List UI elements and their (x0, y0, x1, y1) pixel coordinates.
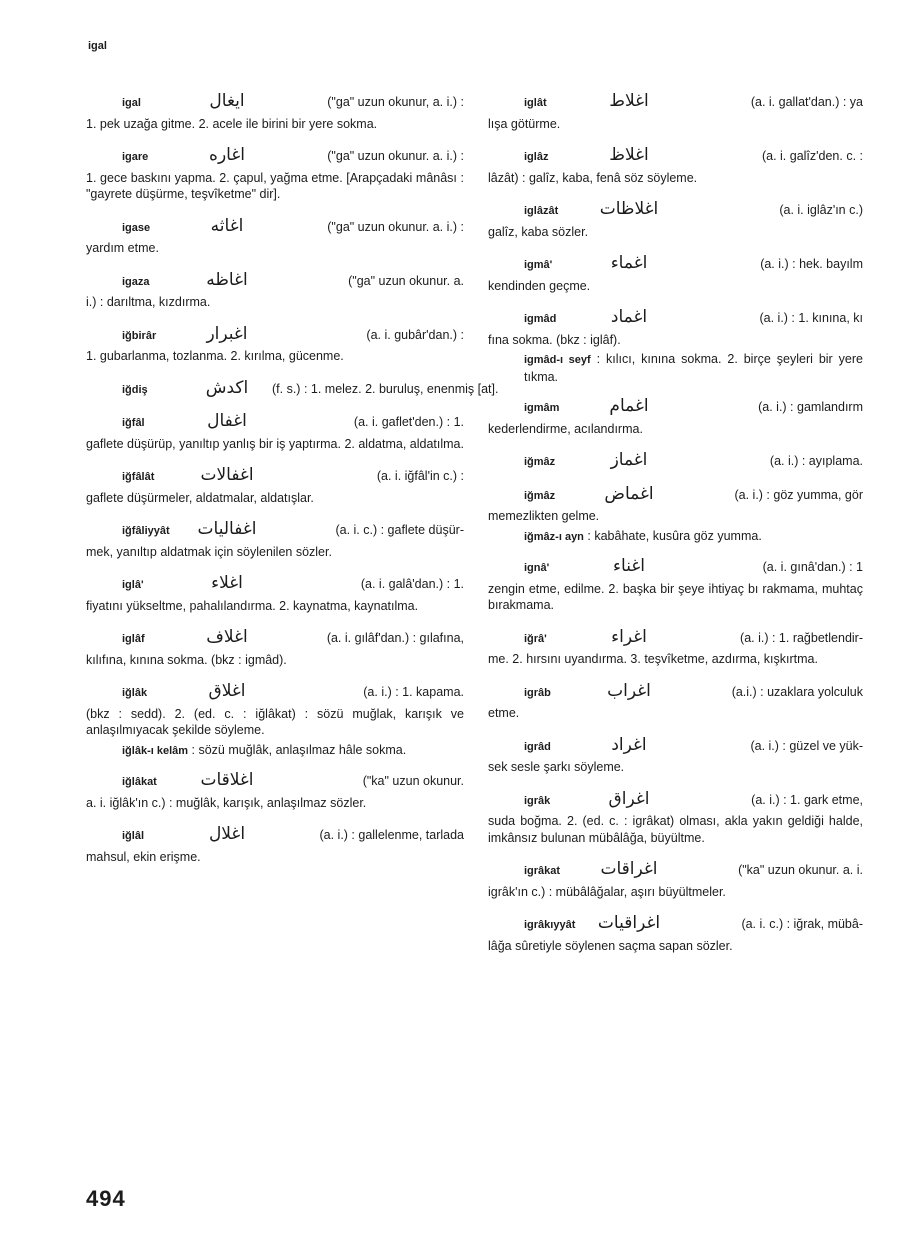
entry-headline (488, 680, 863, 702)
entry-definition: sek sesle şarkı söyleme. (488, 760, 625, 774)
entry-term: igare (122, 151, 149, 163)
entry-arabic-script: اغماء (610, 253, 648, 273)
sub-entry-text (86, 742, 464, 760)
entry-term: iğbirâr (122, 329, 157, 342)
sub-entry (488, 528, 863, 546)
entry-term: iğfâl (122, 417, 145, 429)
entry-definition: 1. gubarlanma, tozlanma. 2. kırılma, gücenme. (86, 349, 344, 363)
entry-definition: gaflete düşürüp, yanıltıp yanlış bir iş yaptırma. 2. aldatma, aldatılma. (86, 436, 464, 451)
dictionary-entry (86, 269, 464, 311)
entry-arabic-script: اغفاليات (197, 519, 257, 539)
entry-term: ignâ' (524, 562, 550, 574)
entry-headline (86, 683, 464, 702)
entry-grammar-info: (a. i.) : güzel ve yük- (750, 738, 863, 753)
sub-entry-definition: : sözü muğlâk, anlaşılmaz hâle sokma. (191, 742, 407, 757)
entry-term: iglâzât (524, 205, 559, 217)
entry-headline (86, 323, 464, 345)
entry-grammar-info: (a. i.) : 1. rağbetlendir- (740, 630, 863, 645)
dictionary-entry (488, 93, 863, 132)
entry-headline (86, 215, 464, 237)
dictionary-entry (488, 861, 863, 900)
entry-definition: mahsul, ekin erişme. (86, 849, 201, 864)
entry-grammar-info: (a. i. c.) : iğrak, mübâ- (741, 917, 863, 931)
entry-grammar-info: (a. i. c.) : gaflete düşür- (335, 523, 464, 537)
entry-headline (488, 201, 863, 220)
entry-headline (488, 626, 863, 648)
entry-arabic-script: اغمام (609, 396, 649, 416)
entry-grammar-info: (a. i. galâ'dan.) : 1. (360, 577, 464, 591)
entry-term: iğlâk (122, 687, 148, 699)
entry-grammar-info: (a. i.) : gallelenme, tarlada (319, 828, 464, 842)
entry-headline (86, 575, 464, 594)
sub-entry-term: igmâd-ı seyf (524, 354, 591, 366)
entry-term: iğdiş (122, 383, 148, 396)
entry-definition: memezlikten gelme. (488, 509, 600, 523)
entry-term: igrâkat (524, 865, 561, 877)
dictionary-entry (86, 575, 464, 614)
entry-grammar-info: (a. i.) : 1. kınına, kı (759, 311, 863, 325)
entry-arabic-script: اغلاظات (599, 199, 659, 219)
dictionary-entry (86, 323, 464, 365)
entry-term: igmâd (524, 313, 557, 325)
entry-arabic-script: اغماض (604, 483, 654, 504)
entry-term: iglâf (122, 633, 145, 645)
entry-headline (488, 861, 863, 880)
entry-definition: lışa götürme. (488, 116, 561, 131)
entry-headline (488, 147, 863, 166)
entry-headline (488, 255, 863, 274)
entry-headline (86, 377, 499, 399)
entry-grammar-info: (a. i. gılâf'dan.) : gılafına, (326, 631, 464, 645)
entry-definition: gaflete düşürmeler, aldatmalar, aldatışlar. (86, 490, 314, 505)
entry-term: iğrâ' (524, 632, 547, 645)
entry-definition: fiyatını yükseltme, pahalılandırma. 2. kaynatma, kaynatılma. (86, 598, 419, 613)
entry-headline (86, 93, 464, 112)
entry-arabic-script: اغراق (608, 788, 650, 809)
entry-arabic-script: اغاظه (206, 269, 248, 290)
entry-definition: igrâk'ın c.) : mübâlâğalar, aşırı büyültmeler. (488, 884, 726, 899)
entry-grammar-info: (a. i.) : göz yumma, gör (734, 487, 863, 502)
running-head: igal (88, 40, 107, 52)
dictionary-entry (86, 147, 464, 203)
entry-headline (86, 413, 464, 432)
entry-arabic-script: اغلاط (609, 91, 649, 111)
entry-headline (86, 629, 464, 648)
dictionary-entry (488, 483, 863, 525)
entry-definition: kederlendirme, acılandırma. (488, 421, 643, 436)
entry-headline (488, 734, 863, 756)
entry-arabic-script: اغلال (208, 824, 246, 844)
entry-definition: a. i. iğlâk'ın c.) : muğlâk, karışık, anlaşılmaz sözler. (86, 795, 367, 810)
entry-arabic-script: اغبرار (206, 323, 248, 344)
entry-grammar-info: (a. i. gaflet'den.) : 1. (353, 415, 464, 429)
entry-definition: kılıfına, kınına sokma. (bkz : igmâd). (86, 652, 287, 667)
dictionary-entry (86, 215, 464, 257)
sub-entry-text (488, 351, 863, 385)
dictionary-entry (86, 629, 464, 668)
sub-entry-definition: : kılıcı, kınına sokma. 2. birçe şeyleri bir yere tıkma. (524, 352, 863, 384)
entry-term: igmâ' (524, 259, 553, 271)
entry-arabic-script: اغاره (209, 145, 245, 165)
dictionary-entry (488, 201, 863, 240)
entry-arabic-script: اغلاء (211, 573, 243, 593)
entry-arabic-script: اغماد (610, 307, 648, 327)
entry-arabic-script: اغلاقات (200, 770, 254, 790)
entry-arabic-script: اكدش (205, 377, 249, 398)
entry-grammar-info: (a. i.) : ayıplama. (769, 454, 863, 468)
entry-term: iğfâlât (122, 471, 155, 483)
entry-headline (488, 309, 863, 328)
entry-arabic-script: اغراقات (600, 859, 658, 879)
entry-term: igase (122, 221, 151, 234)
entry-grammar-info: (a. i. iğfâl'in c.) : (376, 469, 464, 483)
entry-definition: me. 2. hırsını uyandırma. 3. teşvîketme, azdırma, kışkırtma. (488, 652, 818, 666)
dictionary-entry (86, 377, 499, 399)
dictionary-entry (488, 680, 863, 722)
entry-grammar-info: ("ga" uzun okunur. a. i.) : (327, 219, 464, 234)
entry-arabic-script: اغلاق (208, 681, 246, 701)
entry-arabic-script: اغفال (207, 411, 247, 431)
entry-term: iğmâz (524, 456, 556, 468)
entry-grammar-info: ("ga" uzun okunur. a. i.) : (327, 149, 464, 163)
entry-definition: kendinden geçme. (488, 278, 591, 293)
entry-arabic-script: اغراقيات (597, 913, 661, 933)
entry-headline (86, 521, 464, 540)
entry-term: iglâz (524, 151, 549, 163)
sub-entry (488, 351, 863, 385)
entry-grammar-info: (f. s.) : 1. melez. 2. buruluş, enenmiş [at]. (272, 381, 499, 396)
entry-arabic-script: اغماز (610, 450, 648, 470)
entry-definition: (bkz : sedd). 2. (ed. c. : iğlâkat) : sözü muğlak, karışık ve anlaşılmıyacak şekilde söyleme. (86, 706, 464, 737)
entry-term: iğfâliyyât (122, 525, 170, 537)
dictionary-entry (86, 521, 464, 560)
entry-term: iğlâl (122, 830, 145, 842)
dictionary-entry (488, 452, 863, 471)
entry-grammar-info: (a. i.) : 1. kapama. (363, 685, 464, 699)
entry-grammar-info: (a. i.) : 1. gark etme, (751, 792, 863, 807)
entry-arabic-script: ايغال (209, 91, 245, 111)
sub-entry-text (488, 528, 863, 546)
dictionary-entry (488, 147, 863, 186)
entry-grammar-info: (a. i. galîz'den. c. : (761, 149, 863, 163)
entry-arabic-script: اغراب (607, 680, 651, 701)
entry-headline (488, 915, 863, 934)
entry-arabic-script: اغلاف (206, 627, 248, 647)
entry-term: igrâkıyyât (524, 919, 576, 931)
page-number: 494 (86, 1186, 126, 1211)
sub-entry-definition: : kabâhate, kusûra göz yumma. (587, 528, 762, 543)
entry-headline (488, 93, 863, 112)
right-column (488, 93, 863, 969)
entry-definition: mek, yanıltıp aldatmak için söylenilen sözler. (86, 544, 332, 559)
sub-entry (86, 742, 464, 760)
entry-term: iglât (524, 97, 547, 109)
entry-headline (488, 558, 863, 577)
dictionary-entry (86, 93, 464, 132)
sub-entry-term: iğmâz-ı ayn (524, 530, 584, 543)
entry-grammar-info: ("ga" uzun okunur, a. i.) : (327, 95, 464, 109)
dictionary-entry (488, 309, 863, 348)
dictionary-entry (488, 915, 863, 954)
dictionary-entry (86, 467, 464, 506)
dictionary-entry (488, 626, 863, 668)
entry-headline (86, 826, 464, 845)
entry-definition: suda boğma. 2. (ed. c. : igrâkat) olması, akla yakın geldiği halde, imkânsız bulunan mübâlâğa, büyültme. (488, 814, 863, 845)
sub-entry-term: iğlâk-ı kelâm (122, 744, 189, 757)
entry-grammar-info: (a. i.) : hek. bayılm (760, 257, 863, 271)
entry-grammar-info: ("ga" uzun okunur. a. (348, 273, 464, 288)
dictionary-entry (488, 734, 863, 776)
entry-arabic-script: اغفالات (200, 465, 254, 485)
entry-grammar-info: (a. i. gınâ'dan.) : 1 (762, 560, 863, 574)
entry-grammar-info: (a.i.) : uzaklara yolculuk (731, 684, 863, 699)
dictionary-entry (86, 826, 464, 865)
dictionary-entry (488, 255, 863, 294)
entry-grammar-info: (a. i. gallat'dan.) : ya (750, 95, 863, 109)
dictionary-entry (488, 788, 863, 847)
entry-headline (488, 452, 863, 471)
entry-grammar-info: (a. i. gubâr'dan.) : (366, 327, 464, 342)
dictionary-entry (86, 683, 464, 739)
entry-definition: 1. gece baskını yapma. 2. çapul, yağma etme. [Arapçadaki mânâsı : "gayrete düşürme, teşvîketme" dir]. (86, 170, 464, 201)
entry-definition: 1. pek uzağa gitme. 2. acele ile birini bir yere sokma. (86, 116, 378, 131)
entry-definition: lâzât) : galîz, kaba, fenâ söz söyleme. (488, 170, 698, 185)
entry-definition: etme. (488, 706, 520, 720)
entry-headline (488, 398, 863, 417)
entry-headline (86, 269, 464, 291)
entry-headline (86, 772, 464, 791)
entry-grammar-info: ("ka" uzun okunur. a. i. (738, 863, 863, 877)
entry-grammar-info: (a. i. iglâz'ın c.) (779, 203, 863, 217)
entry-headline (86, 467, 464, 486)
entry-term: igal (122, 97, 141, 109)
entry-term: igaza (122, 275, 150, 288)
entry-arabic-script: اغاثه (210, 215, 244, 236)
entry-headline (86, 147, 464, 166)
entry-definition: i.) : darıltma, kızdırma. (86, 295, 211, 309)
entry-arabic-script: اغراء (611, 626, 647, 647)
entry-grammar-info: (a. i.) : gamlandırm (758, 400, 863, 414)
entry-headline (488, 483, 863, 505)
dictionary-entry (488, 398, 863, 437)
entry-term: iğmâz (524, 489, 556, 502)
left-column (86, 91, 499, 880)
entry-arabic-script: اغلاظ (609, 145, 649, 165)
entry-term: iğlâkat (122, 776, 157, 788)
entry-definition: lâğa sûretiyle söylenen saçma sapan sözler. (488, 938, 733, 953)
entry-headline (488, 788, 863, 810)
entry-grammar-info: ("ka" uzun okunur. (362, 774, 464, 788)
entry-term: igrâb (524, 686, 551, 699)
entry-term: iglâ' (122, 579, 144, 591)
entry-arabic-script: اغراد (611, 734, 647, 755)
dictionary-entry (86, 772, 464, 811)
entry-term: igmâm (524, 402, 560, 414)
entry-term: igrâk (524, 794, 551, 807)
entry-definition: zengin etme, edilme. 2. başka bir şeye ihtiyaç bı rakmama, muhtaç bırakmama. (488, 581, 863, 612)
dictionary-entry (488, 558, 863, 614)
entry-definition: yardım etme. (86, 241, 159, 255)
dictionary-entry (86, 413, 464, 452)
entry-term: igrâd (524, 740, 551, 753)
entry-definition: fına sokma. (bkz : iglâf). (488, 332, 621, 347)
entry-definition: galîz, kaba sözler. (488, 224, 589, 239)
entry-arabic-script: اغناء (613, 556, 645, 576)
